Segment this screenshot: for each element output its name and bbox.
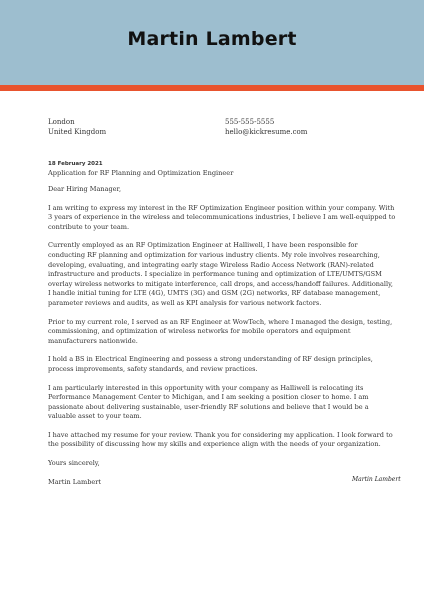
paragraph: I am writing to express my interest in the RF Optimization Engineer position within your company. With 3 years of experience in the wireless and telecommunications industries, I believe I am well-equipped to contribute to your team. xyxy=(48,203,396,231)
sender-name: Martin Lambert xyxy=(48,477,102,486)
email: hello@kickresume.com xyxy=(225,128,308,136)
phone: 555-555-5555 xyxy=(225,118,275,126)
closing: Yours sincerely, xyxy=(48,459,100,468)
paragraph: I hold a BS in Electrical Engineering and possess a strong understanding of RF design principles, process improvements, safety standards, and review practices. xyxy=(48,355,373,373)
country: United Kingdom xyxy=(48,128,107,136)
accent-divider xyxy=(0,85,424,91)
greeting: Dear Hiring Manager, xyxy=(48,185,122,193)
paragraph: I am particularly interested in this opportunity with your company as Halliwell is relocating its Performance Management Center to Michigan, and I am seeking a position closer to home. I am passionate about delivering sustainable, user-friendly RF solutions and believe that I would be a valuable asset to your team. xyxy=(48,383,369,421)
paragraph: Currently employed as an RF Optimization Engineer at Halliwell, I have been responsible for conducting RF planning and optimization for various industry clients. My role involves researching, developing, evaluating, and integrating early stage Wireless Radio Access Network (RAN)-related infrastructure and products. I specialize in performance tuning and optimization of LTE/UMTS/GSM overlay wireless networks to mitigate interference, call drops, and access/handoff failures. Additionally, I handle initial tuning for LTE (4G), UMTS (3G) and GSM (2G) networks, RF database management, parameter reviews and audits, as well as KPI analysis for various network factors. xyxy=(48,241,394,307)
handwritten-signature: Martin Lambert xyxy=(352,476,401,483)
contact-block xyxy=(225,117,307,137)
header-band xyxy=(0,0,424,85)
letter-subject: Application for RF Planning and Optimization Engineer xyxy=(48,169,234,177)
letter-date: 18 February 2021 xyxy=(48,161,103,167)
applicant-name: Martin Lambert xyxy=(127,28,297,50)
paragraph: I have attached my resume for your review. Thank you for considering my application. I look forward to the possibility of discussing how my skills and experience align with the needs of your organization. xyxy=(48,430,393,449)
city: London xyxy=(48,118,75,126)
paragraph: Prior to my current role, I served as an RF Engineer at WowTech, where I managed the design, testing, commissioning, and optimization of wireless networks for mobile operators and equipment manufacturers nationwide. xyxy=(48,317,393,345)
letter-body xyxy=(48,185,396,496)
address-block xyxy=(48,117,106,137)
